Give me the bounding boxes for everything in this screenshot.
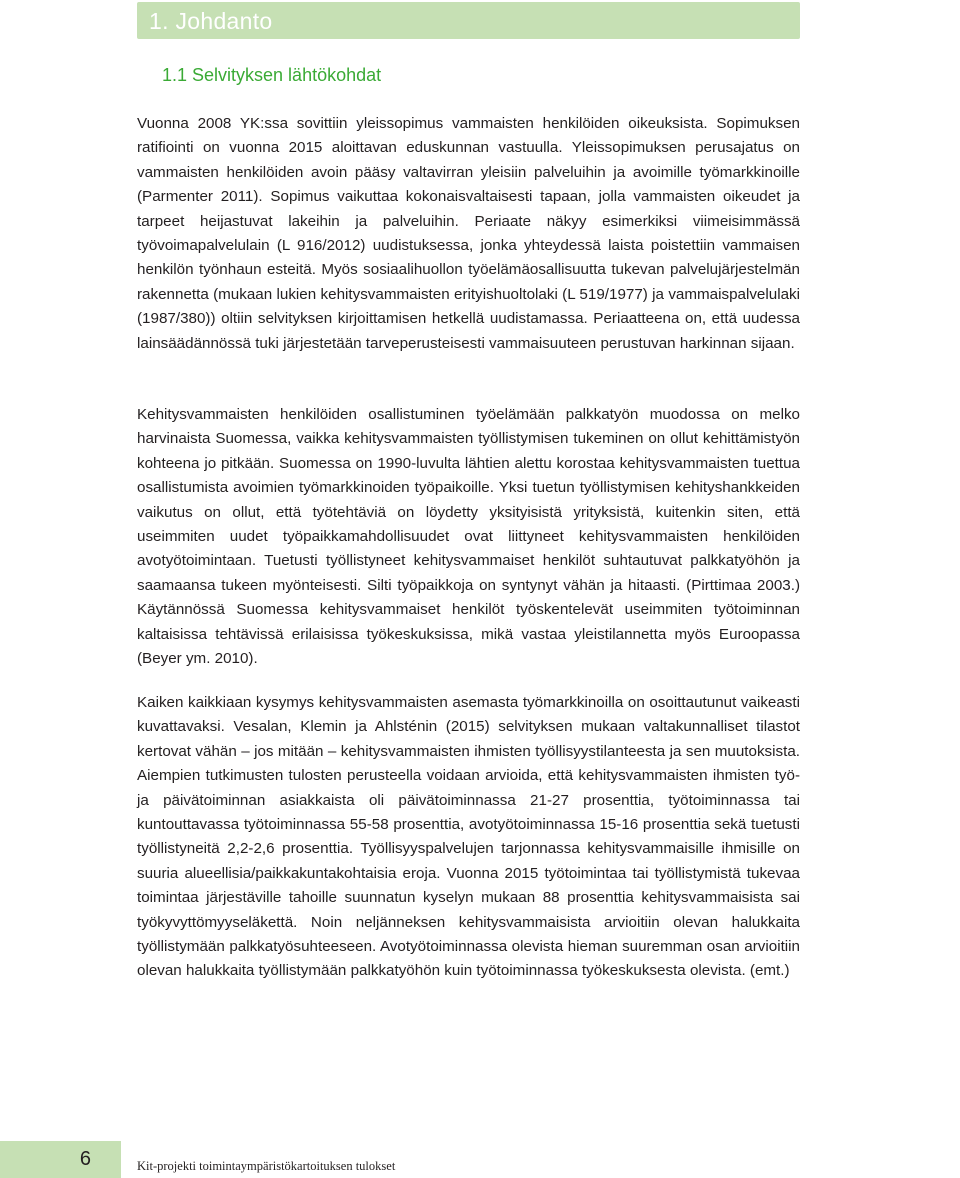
- chapter-header-bar: [137, 2, 800, 39]
- footer-publication-title: Kit-projekti toimintaympäristökartoituksen tulokset: [137, 1159, 396, 1173]
- page-number: 6: [79, 1148, 91, 1170]
- body-paragraph: Kehitysvammaisten henkilöiden osallistuminen työelämään palkkatyön muodossa on melko harvinaista Suomessa, vaikka kehitysvammaisten työllistymisen tukeminen on ollut kehittämistyön kohteena jo pitkään. Suomessa on 1990-luvulta lähtien alettu korostaa kehitysvammaisten tuettua osallistumista avoimien työmarkkinoiden työpaikoille. Yksi tuetun työllistymisen kehityshankkeiden vaikutus on ollut, että työtehtäviä on löydetty yksityisistä yrityksistä, kuitenkin siten, että useimmiten uudet työpaikkamahdollisuudet ovat liittyneet kehitysvammaisten henkilöiden avotyötoimintaan. Tuetusti työllistyneet kehitysvammaiset henkilöt suhtautuvat palkkatyöhön ja saamaansa tukeen myönteisesti. Silti työpaikkoja on syntynyt vähän ja hitaasti. (Pirttimaa 2003.) Käytännössä Suomessa kehitysvammaiset henkilöt työskentelevät useimmiten työtoiminnan kaltaisissa tehtävissä erilaisissa työkeskuksissa, mikä vastaa yleistilannetta myös Euroopassa (Beyer ym. 2010).: [137, 406, 800, 668]
- body-paragraph: Vuonna 2008 YK:ssa sovittiin yleissopimus vammaisten henkilöiden oikeuksista. Sopimuksen ratifiointi on vuonna 2015 aloittavan eduskunnan vastuulla. Yleissopimuksen perusajatus on vammaisten henkilöiden avoin pääsy valtavirran yleisiin palveluihin ja avoimille työmarkkinoille (Parmenter 2011). Sopimus vaikuttaa kokonaisvaltaisesti tapaan, jolla vammaisten oikeudet ja tarpeet heijastuvat lakeihin ja palveluihin. Periaate näkyy esimerkiksi viimeisimmässä työvoimapalvelulain (L 916/2012) uudistuksessa, jonka yhteydessä laista poistettiin vammaisen henkilön työnhaun esteitä. Myös sosiaalihuollon työelämäosallisuutta tukevan palvelujärjestelmän rakennetta (mukaan lukien kehitysvammaisten erityishuoltolaki (L 519/1977) ja vammaispalvelulaki (1987/380)) oltiin selvityksen kirjoittamisen hetkellä uudistamassa. Periaatteena on, että uudessa lainsäädännössä tuki järjestetään tarveperusteisesti vammaisuuteen perustuvan harkinnan sijaan.: [137, 115, 800, 352]
- chapter-title: 1. Johdanto: [149, 8, 273, 34]
- section-title: 1.1 Selvityksen lähtökohdat: [162, 65, 382, 85]
- page-number-badge: [0, 1141, 121, 1178]
- body-paragraph: Kaiken kaikkiaan kysymys kehitysvammaisten asemasta työmarkkinoilla on osoittautunut vaikeasti kuvattavaksi. Vesalan, Klemin ja Ahlsténin (2015) selvityksen mukaan valtakunnalliset tilastot kertovat vähän – jos mitään – kehitysvammaisten ihmisten työllisyystilanteesta ja sen muutoksista. Aiempien tutkimusten tulosten perusteella voidaan arvioida, että kehitysvammaisten ihmisten työ- ja päivätoiminnan asiakkaista oli päivätoiminnassa 21-27 prosenttia, työtoiminnassa tai kuntouttavassa työtoiminnassa 55-58 prosenttia, avotyötoiminnassa 15-16 prosenttia sekä tuetusti työllistyneitä 2,2-2,6 prosenttia. Työllisyyspalvelujen tarjonnassa kehitysvammaisille ihmisille on suuria alueellisia/paikkakuntakohtaisia eroja. Vuonna 2015 työtoimintaa tai työllistymistä tukevaa toimintaa järjestäville tahoille suunnatun kyselyn mukaan 88 prosenttia kehitysvammaisista sai työkyvyttömyyseläkettä. Noin neljänneksen kehitysvammaisista arvioitiin olevan halukkaita työllistymään palkkatyösuhteeseen. Avotyötoiminnassa olevista hieman suuremman osan arvioitiin olevan halukkaita työllistymään palkkatyöhön kuin työtoiminnassa työkeskuksesta olevista. (emt.): [137, 694, 800, 980]
